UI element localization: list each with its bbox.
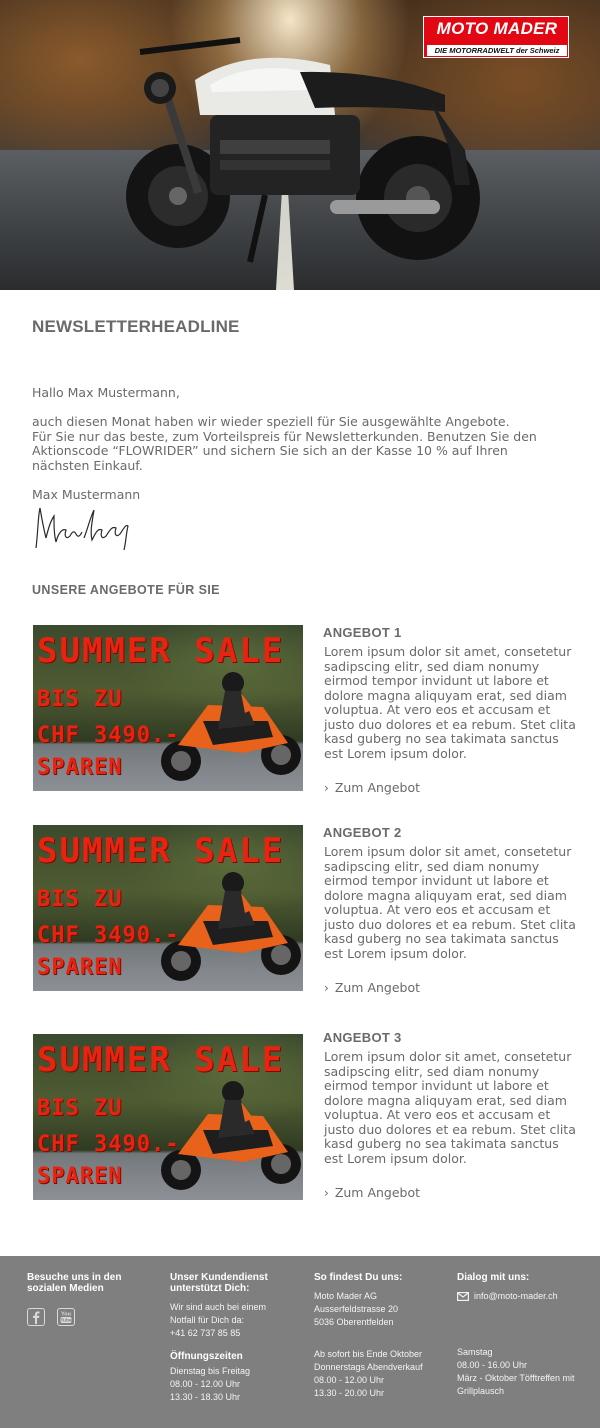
promo-line-4: SPAREN <box>37 955 123 980</box>
offer-image[interactable] <box>33 625 303 791</box>
chevron-right-icon: › <box>324 1186 329 1200</box>
chevron-right-icon: › <box>324 981 329 995</box>
svg-text:You: You <box>61 1311 72 1318</box>
location-hours-1: 08.00 - 12.00 Uhr <box>314 1375 385 1385</box>
location-evening: Donnerstags Abendverkauf <box>314 1362 423 1372</box>
offer-link[interactable] <box>324 780 420 795</box>
promo-line-2: BIS ZU <box>37 687 123 712</box>
signer-name: Max Mustermann <box>32 487 141 502</box>
promo-line-2: BIS ZU <box>37 887 123 912</box>
offer-card <box>0 825 600 1005</box>
footer-contact-heading: Dialog mit uns: <box>457 1272 530 1283</box>
promo-line-3: CHF 3490.- <box>37 1132 180 1157</box>
promo-line-3: CHF 3490.- <box>37 923 180 948</box>
promo-line-2: BIS ZU <box>37 1096 123 1121</box>
greeting: Hallo Max Mustermann, <box>32 385 180 400</box>
footer-social-column <box>27 1272 162 1294</box>
offer-link[interactable] <box>324 1185 420 1200</box>
footer-service-heading: Unser Kundendienst unterstützt Dich: <box>170 1272 268 1294</box>
promo-line-1: SUMMER SALE <box>37 831 285 871</box>
location-season: Ab sofort bis Ende Oktober <box>314 1349 423 1359</box>
location-street: Ausserfeldstrasse 20 <box>314 1304 399 1314</box>
footer-social-heading: Besuche uns in den sozialen Medien <box>27 1272 122 1294</box>
promo-line-3: CHF 3490.- <box>37 723 180 748</box>
social-links <box>27 1308 83 1326</box>
newsletter-headline: NEWSLETTERHEADLINE <box>32 317 240 336</box>
offer-link-label: Zum Angebot <box>334 1185 421 1200</box>
offer-card <box>0 625 600 805</box>
logo-tagline: DIE MOTORRADWELT der Schweiz <box>427 45 567 56</box>
hero-image <box>0 0 600 290</box>
logo-main-text: MOTO MADER <box>436 19 558 38</box>
brand-logo[interactable] <box>423 16 569 58</box>
intro-line-1: auch diesen Monat haben wir wieder speziell für Sie ausgewählte Angebote. <box>32 414 510 429</box>
saturday-label: Samstag <box>457 1347 493 1357</box>
handwritten-signature <box>32 502 136 554</box>
hours-heading: Öffnungszeiten <box>170 1351 243 1362</box>
email-address: info@moto-mader.ch <box>474 1291 558 1301</box>
offer-image[interactable] <box>33 1034 303 1200</box>
promo-line-1: SUMMER SALE <box>37 631 285 671</box>
promo-line-1: SUMMER SALE <box>37 1040 285 1080</box>
service-line-2: Notfall für Dich da: <box>170 1315 245 1325</box>
offer-text: Lorem ipsum dolor sit amet, consetetur sadipscing elitr, sed diam nonumy eirmod tempor invidunt ut labore et dolore magna aliquyam erat, sed diam voluptua. At vero eos et accusam et justo duo dolores et ea rebum. Stet clita kasd guberg no sea takimata sanctus est Lorem ipsum dolor. <box>324 644 576 761</box>
promo-line-4: SPAREN <box>37 1164 123 1189</box>
intro-line-2: Für Sie nur das beste, zum Vorteilspreis für Newsletterkunden. Benutzen Sie den Aktionscode “FLOWRIDER” und sichern Sie sich an der Kasse 10 % auf Ihren nächsten Einkauf. <box>32 428 537 473</box>
intro-text <box>32 415 552 473</box>
chevron-right-icon: › <box>324 781 329 795</box>
event-text: März - Oktober Töfftreffen mit Grillplausch <box>457 1373 575 1396</box>
location-company: Moto Mader AG <box>314 1291 378 1301</box>
facebook-icon[interactable] <box>27 1308 45 1326</box>
offer-image[interactable] <box>33 825 303 991</box>
offer-text: Lorem ipsum dolor sit amet, consetetur sadipscing elitr, sed diam nonumy eirmod tempor invidunt ut labore et dolore magna aliquyam erat, sed diam voluptua. At vero eos et accusam et justo duo dolores et ea rebum. Stet clita kasd guberg no sea takimata sanctus est Lorem ipsum dolor. <box>324 844 576 961</box>
svg-text:Tube: Tube <box>60 1318 73 1324</box>
offer-link-label: Zum Angebot <box>334 780 421 795</box>
offer-link-label: Zum Angebot <box>334 980 421 995</box>
offer-title: ANGEBOT 1 <box>323 625 402 640</box>
footer-location-column <box>314 1272 449 1400</box>
service-phone[interactable]: +41 62 737 85 85 <box>170 1328 241 1338</box>
footer-location-heading: So findest Du uns: <box>314 1272 403 1283</box>
offer-title: ANGEBOT 3 <box>323 1030 402 1045</box>
footer <box>0 1256 600 1428</box>
footer-contact-column <box>457 1272 587 1398</box>
footer-service-column <box>170 1272 305 1404</box>
youtube-icon[interactable] <box>57 1308 75 1326</box>
location-hours-2: 13.30 - 20.00 Uhr <box>314 1388 385 1398</box>
saturday-hours: 08.00 - 16.00 Uhr <box>457 1360 528 1370</box>
offer-title: ANGEBOT 2 <box>323 825 402 840</box>
promo-line-4: SPAREN <box>37 755 123 780</box>
offers-section-title: UNSERE ANGEBOTE FÜR SIE <box>32 583 220 597</box>
offer-card <box>0 1030 600 1210</box>
hours-days: Dienstag bis Freitag <box>170 1366 251 1376</box>
hours-1: 08.00 - 12.00 Uhr <box>170 1379 241 1389</box>
service-line-1: Wir sind auch bei einem <box>170 1302 267 1312</box>
envelope-icon <box>457 1292 469 1301</box>
offer-text: Lorem ipsum dolor sit amet, consetetur sadipscing elitr, sed diam nonumy eirmod tempor invidunt ut labore et dolore magna aliquyam erat, sed diam voluptua. At vero eos et accusam et justo duo dolores et ea rebum. Stet clita kasd guberg no sea takimata sanctus est Lorem ipsum dolor. <box>324 1049 576 1166</box>
location-city: 5036 Oberentfelden <box>314 1317 394 1327</box>
hours-2: 13.30 - 18.30 Uhr <box>170 1392 241 1402</box>
email-link[interactable] <box>457 1290 587 1303</box>
offer-link[interactable] <box>324 980 420 995</box>
